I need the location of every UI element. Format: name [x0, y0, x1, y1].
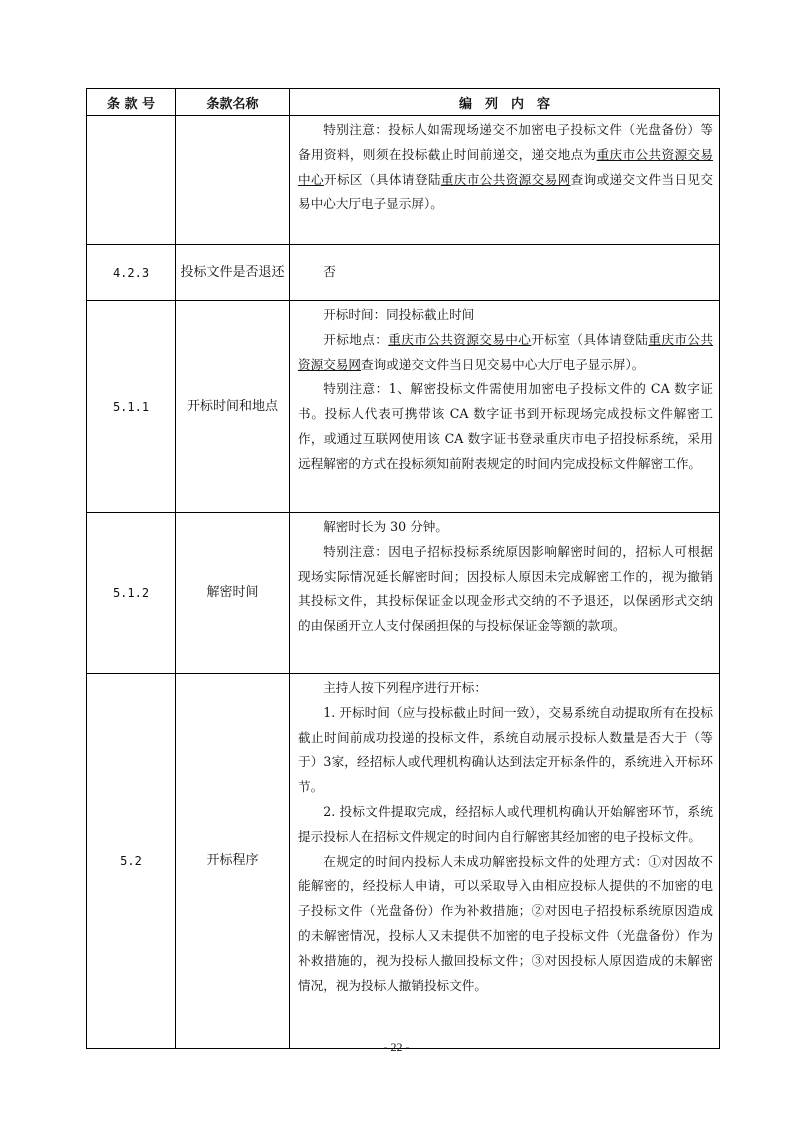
header-clause-number: 条 款 号 — [87, 89, 176, 116]
clause-name: 开标程序 — [176, 674, 290, 1049]
clause-number: 5.2 — [87, 674, 176, 1049]
table-row — [87, 245, 720, 301]
clause-name — [176, 116, 290, 245]
table-row — [87, 116, 720, 245]
clause-content — [290, 245, 720, 301]
content-paragraph: 特别注意：因电子招标投标系统原因影响解密时间的，招标人可根据现场实际情况延长解密时间；因投标人原因未完成解密工作的，视为撤销其投标文件，其投标保证金以现金形式交纳的不予退还，以保函形式交纳的由保函开立人支付保函担保的与投标保证金等额的款项。 — [298, 543, 713, 634]
content-paragraph: 主持人按下列程序进行开标： — [323, 680, 487, 695]
clause-number: 5.1.2 — [87, 513, 176, 674]
content-paragraph: 否 — [323, 264, 336, 280]
clause-name: 开标时间和地点 — [176, 301, 290, 513]
clause-name: 解密时间 — [176, 513, 290, 674]
clause-name: 投标文件是否退还 — [176, 245, 290, 301]
content-paragraph: 解密时长为 30 分钟。 — [323, 519, 448, 534]
clause-number — [87, 116, 176, 245]
table-header-row — [87, 89, 720, 116]
underlined-website: 重庆市公共资源交易网 — [440, 171, 571, 187]
underlined-venue: 重庆市公共资源交易中心 — [388, 331, 532, 347]
content-paragraph: 特别注意：投标人如需现场递交不加密电子投标文件（光盘备份）等备用资料，则须在投标截止时间前递交，递交地点为重庆市公共资源交易中心开标区（具体请登陆重庆市公共资源交易网查询或递交文件当日见交易中心大厅电子显示屏）。 — [298, 122, 714, 212]
content-paragraph: 特别注意：1、解密投标文件需使用加密电子投标文件的 CA 数字证书。投标人代表可携带该 CA 数字证书到开标现场完成投标文件解密工作，或通过互联网使用该 CA 数字证书登录重庆市电子招投标系统，采用远程解密的方式在投标须知前附表规定的时间内完成投标文件解密工作。 — [298, 381, 713, 471]
clause-content — [290, 513, 720, 674]
table-row — [87, 674, 720, 1049]
content-paragraph: 开标时间：同投标截止时间 — [323, 307, 475, 322]
content-paragraph: 在规定的时间内投标人未成功解密投标文件的处理方式：①对因故不能解密的，经投标人申请，可以采取导入由相应投标人提供的不加密的电子投标文件（光盘备份）作为补救措施；②对因电子招投标系统原因造成的未解密情况，投标人又未提供不加密的电子投标文件（光盘备份）作为补救措施的，视为投标人撤回投标文件；③对因投标人原因造成的未解密情况，视为投标人撤销投标文件。 — [298, 853, 713, 993]
table-row — [87, 301, 720, 513]
table-row — [87, 513, 720, 674]
clause-number: 4.2.3 — [87, 245, 176, 301]
clause-content — [290, 674, 720, 1049]
content-paragraph: 2. 投标文件提取完成，经招标人或代理机构确认开始解密环节，系统提示投标人在招标文件规定的时间内自行解密其经加密的电子投标文件。 — [298, 803, 713, 844]
clause-table — [86, 88, 720, 1049]
clause-content — [290, 116, 720, 245]
content-paragraph: 1. 开标时间（应与投标截止时间一致），交易系统自动提取所有在投标截止时间前成功投递的投标文件，系统自动展示投标人数量是否大于（等于）3家，经招标人或代理机构确认达到法定开标条件的，系统进入开标环节。 — [298, 704, 713, 795]
header-clause-name: 条款名称 — [176, 89, 290, 116]
content-paragraph: 开标地点：重庆市公共资源交易中心开标室（具体请登陆重庆市公共资源交易网查询或递交文件当日见交易中心大厅电子显示屏）。 — [298, 331, 714, 372]
clause-content — [290, 301, 720, 513]
underlined-venue: 重庆市公共资源交易中心 — [298, 146, 714, 187]
clause-number: 5.1.1 — [87, 301, 176, 513]
header-content: 编 列 内 容 — [290, 89, 720, 116]
page-number: - 22 - — [383, 1040, 410, 1054]
underlined-website: 重庆市公共资源交易网 — [298, 331, 714, 372]
